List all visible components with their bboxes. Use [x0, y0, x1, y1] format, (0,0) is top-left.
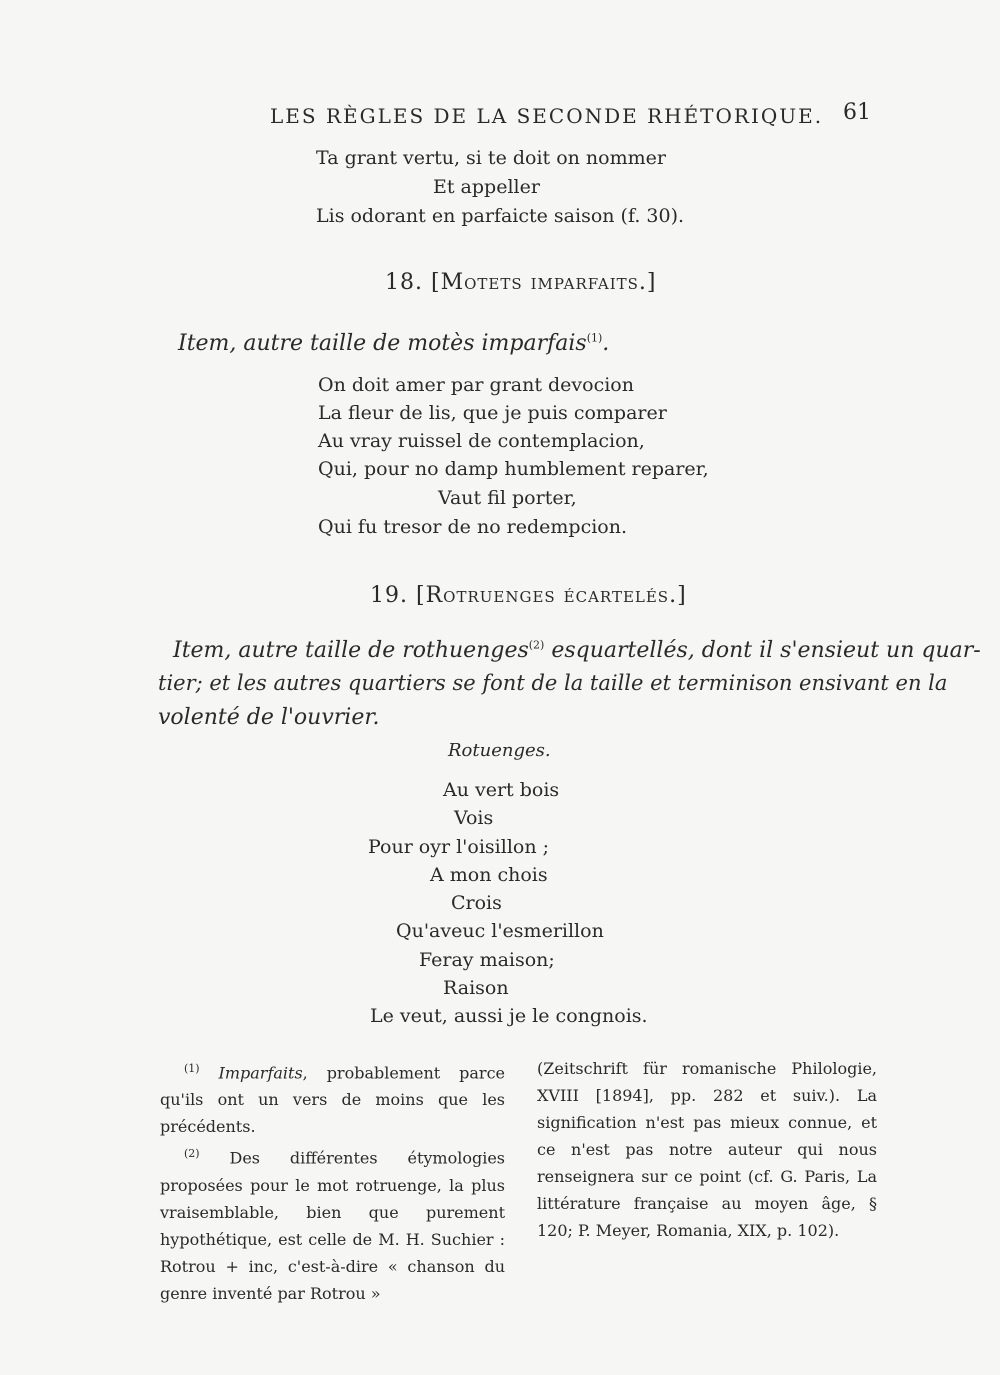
verse-line: Feray maison;: [419, 949, 555, 971]
verse-line: On doit amer par grant devocion: [318, 374, 634, 396]
section-heading-18: 18. [Motets imparfaits.]: [385, 270, 657, 295]
footnote-2-continued: (Zeitschrift für romanische Philologie, XVIII [1894], pp. 282 et suiv.). La signification n'est pas mieux connue, et ce n'est pas notre auteur qui nous renseignera sur ce point (cf. G. Paris, La littérature française au moyen âge, § 120; P. Meyer, Romania, XIX, p. 102).: [537, 1059, 877, 1240]
verse-line: Au vert bois: [443, 779, 560, 801]
verse-line: Qui fu tresor de no redempcion.: [318, 516, 628, 538]
footnote-ref: (2): [528, 638, 545, 652]
footnote-ref: (1): [586, 331, 603, 345]
verse-line: Ta grant vertu, si te doit on nommer: [316, 147, 666, 169]
section-intro-19-line: Item, autre taille de rothuenges$^{(2)}$ esquartellés, dont il s'ensieut un quar-: [173, 638, 981, 663]
footnotes-right-column: [537, 1055, 877, 1244]
footnote-2: $^{(2)}$ Des différentes étymologies proposées pour le mot rotruenge, la plus vraisemblable, bien que purement hypothétique, est celle de M. H. Suchier : Rotrou + inc, c'est-à-dire « chanson du genre inventé par Rotrou »: [160, 1147, 506, 1303]
verse-line: Au vray ruissel de contemplacion,: [318, 430, 645, 452]
footnote-1: $^{(1)}$ Imparfaits, probablement parce qu'ils ont un vers de moins que les précédents.: [160, 1062, 505, 1137]
running-header: LES RÈGLES DE LA SECONDE RHÉTORIQUE.: [270, 104, 824, 128]
verse-line: Raison: [443, 977, 509, 999]
verse-line: Vaut fil porter,: [438, 487, 577, 509]
page-number: 61: [843, 100, 871, 125]
verse-line: Qui, pour no damp humblement reparer,: [318, 458, 709, 480]
section-heading-19: 19. [Rotruenges écartelés.]: [370, 583, 687, 608]
section-intro-19-line: tier; et les autres quartiers se font de la taille et terminison ensivant en la: [158, 671, 948, 695]
footnotes-left-column: [160, 1055, 505, 1307]
verse-line: Et appeller: [433, 176, 540, 198]
verse-line: Lis odorant en parfaicte saison (f. 30).: [316, 205, 685, 227]
verse-line: A mon chois: [430, 864, 548, 886]
verse-line: La fleur de lis, que je puis comparer: [318, 402, 667, 424]
section-intro-19-line: volenté de l'ouvrier.: [158, 705, 380, 730]
subheading: Rotuenges.: [448, 740, 551, 761]
verse-line: Qu'aveuc l'esmerillon: [396, 920, 604, 942]
verse-line: Crois: [451, 892, 502, 914]
verse-line: Vois: [454, 807, 494, 829]
verse-line: Le veut, aussi je le congnois.: [370, 1005, 648, 1027]
verse-line: Pour oyr l'oisillon ;: [368, 836, 550, 858]
section-intro-18: Item, autre taille de motès imparfais$^{(1)}$.: [178, 331, 610, 356]
